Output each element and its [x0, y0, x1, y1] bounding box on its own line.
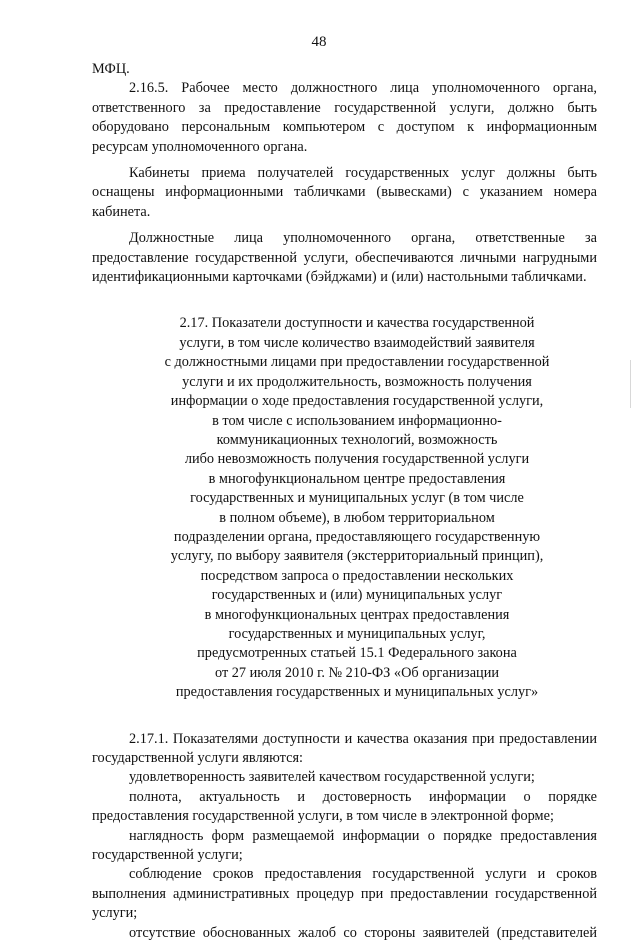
heading-line: с должностными лицами при предоставлении государственной: [164, 354, 550, 371]
heading-line: государственных и (или) муниципальных услуг: [211, 587, 503, 604]
heading-line: услугу, по выбору заявителя (экстерриториальный принцип),: [170, 548, 544, 565]
heading-line: посредством запроса о предоставлении нескольких: [200, 567, 514, 584]
scan-artifact: [630, 360, 631, 408]
heading-line: в многофункциональных центрах предоставления: [204, 606, 510, 623]
heading-line: в том числе с использованием информационно-: [212, 412, 502, 429]
paragraph-officials: Должностные лица уполномоченного органа, ответственные за предоставление государственной услуги, обеспечиваются личными нагрудными идентификационными карточками (бэйджами) и (или) настольными табличками.: [92, 230, 597, 286]
section-heading-2-17: [117, 314, 597, 702]
paragraph-cabinets: Кабинеты приема получателей государственных услуг должны быть оснащены информационными табличками (вывесками) с указанием номера кабинета.: [92, 165, 597, 220]
heading-line: либо невозможность получения государственной услуги: [184, 451, 530, 468]
list-item-completeness: полнота, актуальность и достоверность информации о порядке предоставления государственной услуги, в том числе в электронной форме;: [92, 788, 597, 825]
heading-line: предоставления государственных и муниципальных услуг»: [175, 684, 539, 701]
heading-line: коммуникационных технологий, возможность: [216, 431, 498, 448]
heading-line: услуги, в том числе количество взаимодействий заявителя: [179, 334, 535, 351]
heading-line: в многофункциональном центре предоставления: [208, 470, 506, 487]
heading-line: услуги и их продолжительность, возможность получения: [182, 373, 532, 390]
list-item-deadlines: соблюдение сроков предоставления государственной услуги и сроков выполнения административных процедур при предоставлении государственной услуги;: [92, 866, 597, 922]
paragraph-mfc: МФЦ.: [92, 61, 130, 77]
heading-line: подразделении органа, предоставляющего государственную: [173, 528, 541, 545]
heading-line: государственных и муниципальных услуг (в том числе: [190, 490, 524, 507]
heading-line: предусмотренных статьей 15.1 Федерального закона: [197, 645, 517, 662]
document-body: [92, 60, 597, 943]
paragraph-2-16-5: 2.16.5. Рабочее место должностного лица уполномоченного органа, ответственного за предоставление государственной услуги, должно быть оборудовано персональным компьютером с доступом к информационным ресурсам уполномоченного органа.: [92, 80, 597, 155]
heading-line: в полном объеме), в любом территориальном: [219, 509, 495, 526]
page-number: 48: [311, 34, 327, 50]
heading-line: от 27 июля 2010 г. № 210-ФЗ «Об организации: [214, 664, 499, 681]
paragraph-2-17-1: 2.17.1. Показателями доступности и качества оказания при предоставлении государственной услуги являются:: [92, 730, 597, 766]
list-item-complaints: отсутствие обоснованных жалоб со стороны заявителей (представителей: [129, 924, 597, 941]
list-item-satisfaction: удовлетворенность заявителей качеством государственной услуги;: [129, 769, 535, 786]
heading-line: 2.17. Показатели доступности и качества государственной: [179, 315, 535, 332]
list-item-visibility: наглядность форм размещаемой информации о порядке предоставления государственной услуги;: [92, 827, 597, 864]
heading-line: информации о ходе предоставления государственной услуги,: [170, 393, 544, 410]
heading-line: государственных и муниципальных услуг,: [228, 625, 486, 642]
